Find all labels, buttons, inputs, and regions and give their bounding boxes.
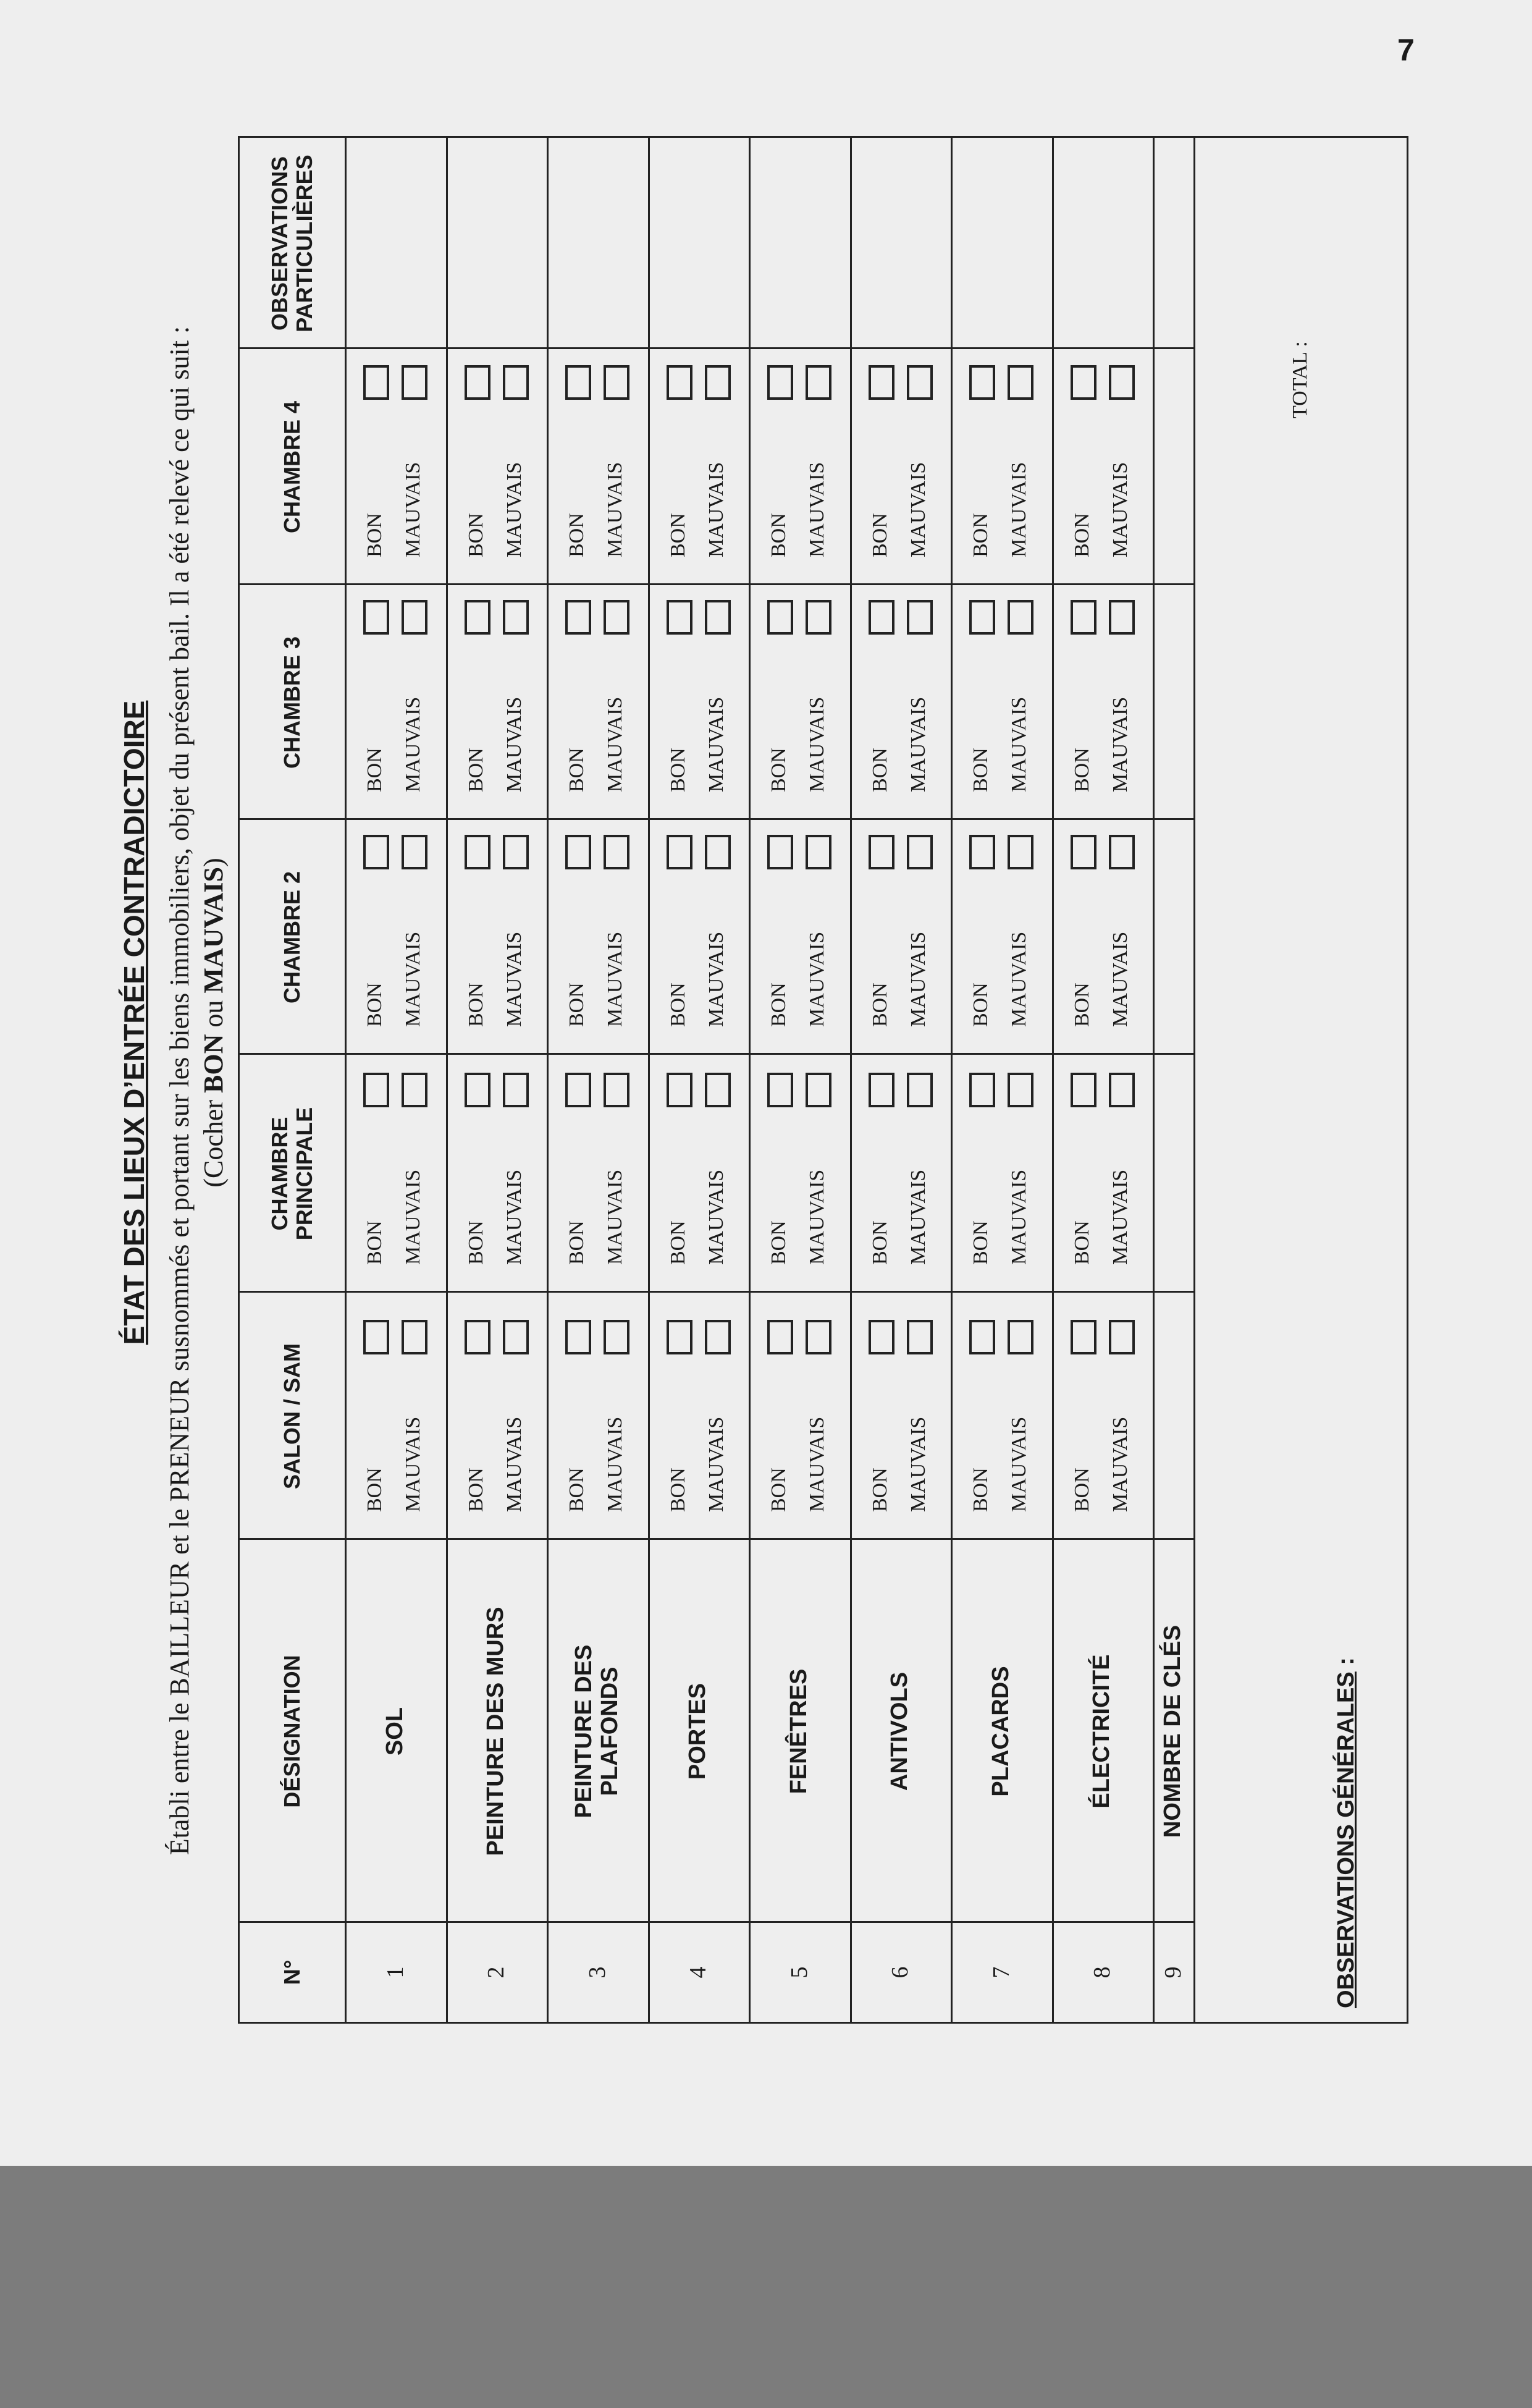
option-good-label: BON xyxy=(767,1220,790,1265)
checkbox-good[interactable] xyxy=(869,835,894,869)
instruction-suffix: ) xyxy=(198,858,229,868)
option-bad-label: MAUVAIS xyxy=(1008,931,1030,1027)
checkbox-good[interactable] xyxy=(465,365,490,400)
checkbox-bad[interactable] xyxy=(806,600,831,635)
column-header: OBSERVATIONS PARTICULIÈRES xyxy=(267,154,317,332)
option-good-label: BON xyxy=(464,1220,487,1265)
checkbox-good[interactable] xyxy=(1071,600,1096,635)
row-number: 2 xyxy=(483,1966,510,1979)
option-bad-label: MAUVAIS xyxy=(1008,696,1030,792)
checkbox-good[interactable] xyxy=(1071,835,1096,869)
column-header: CHAMBRE PRINCIPALE xyxy=(267,1107,317,1241)
checkbox-good[interactable] xyxy=(667,835,692,869)
option-good-label: BON xyxy=(363,982,386,1027)
checkbox-good[interactable] xyxy=(1071,365,1096,400)
option-bad-label: MAUVAIS xyxy=(502,1169,526,1265)
checkbox-good[interactable] xyxy=(767,365,793,400)
checkbox-good[interactable] xyxy=(565,1073,591,1107)
option-good-label: BON xyxy=(666,513,689,557)
checkbox-bad[interactable] xyxy=(402,1073,427,1107)
checkbox-good[interactable] xyxy=(767,1320,793,1354)
option-bad-label: MAUVAIS xyxy=(806,1169,828,1265)
option-good-label: BON xyxy=(666,1468,689,1512)
option-bad-label: MAUVAIS xyxy=(604,462,626,557)
checkbox-bad[interactable] xyxy=(1109,1073,1135,1107)
option-bad-label: MAUVAIS xyxy=(604,1169,626,1265)
checkbox-good[interactable] xyxy=(565,1320,591,1354)
row-number: 5 xyxy=(786,1966,812,1979)
checkbox-good[interactable] xyxy=(565,365,591,400)
checkbox-good[interactable] xyxy=(667,1320,692,1354)
checkbox-bad[interactable] xyxy=(1008,1073,1033,1107)
row-number: 7 xyxy=(988,1966,1014,1979)
row-designation: ÉLECTRICITÉ xyxy=(1088,1654,1115,1809)
column-header: CHAMBRE 4 xyxy=(279,401,305,534)
option-good-label: BON xyxy=(1070,1220,1093,1265)
checkbox-good[interactable] xyxy=(363,835,389,869)
option-good-label: BON xyxy=(1070,982,1093,1027)
checkbox-bad[interactable] xyxy=(503,1073,529,1107)
option-good-label: BON xyxy=(666,748,689,792)
option-bad-label: MAUVAIS xyxy=(1008,462,1030,557)
option-bad-label: MAUVAIS xyxy=(1108,1169,1132,1265)
checkbox-good[interactable] xyxy=(869,365,894,400)
checkbox-bad[interactable] xyxy=(1008,1320,1033,1354)
option-good-label: BON xyxy=(464,513,487,557)
checkbox-bad[interactable] xyxy=(907,1320,933,1354)
option-good-label: BON xyxy=(565,1220,588,1265)
option-good-label: BON xyxy=(1070,513,1093,557)
option-bad-label: MAUVAIS xyxy=(502,462,526,557)
option-bad-label: MAUVAIS xyxy=(704,696,728,792)
option-good-label: BON xyxy=(969,982,992,1027)
checkbox-bad[interactable] xyxy=(705,1073,731,1107)
option-good-label: BON xyxy=(1070,748,1093,792)
checkbox-good[interactable] xyxy=(363,365,389,400)
column-header: N° xyxy=(279,1959,305,1985)
option-good-label: BON xyxy=(767,1468,790,1512)
option-bad-label: MAUVAIS xyxy=(402,1416,424,1512)
checkbox-good[interactable] xyxy=(363,600,389,635)
checkbox-good[interactable] xyxy=(969,365,995,400)
option-bad-label: MAUVAIS xyxy=(806,696,828,792)
option-good-label: BON xyxy=(565,982,588,1027)
checkbox-bad[interactable] xyxy=(402,600,427,635)
row-designation: PEINTURE DES PLAFONDS xyxy=(570,1644,623,1819)
checkbox-good[interactable] xyxy=(667,365,692,400)
checkbox-bad[interactable] xyxy=(503,600,529,635)
checkbox-bad[interactable] xyxy=(907,600,933,635)
checkbox-bad[interactable] xyxy=(907,1073,933,1107)
instruction-bon: BON xyxy=(198,1034,229,1093)
option-bad-label: MAUVAIS xyxy=(704,931,728,1027)
general-observations-label xyxy=(1333,1657,1360,2008)
row-designation: ANTIVOLS xyxy=(886,1671,913,1791)
option-bad-label: MAUVAIS xyxy=(806,462,828,557)
option-bad-label: MAUVAIS xyxy=(1108,1416,1132,1512)
instruction-text xyxy=(198,621,229,1424)
option-good-label: BON xyxy=(767,748,790,792)
checkbox-bad[interactable] xyxy=(1008,365,1033,400)
row-designation: NOMBRE DE CLÉS xyxy=(1160,1624,1186,1838)
general-observations-title: OBSERVATIONS GÉNÉRALES xyxy=(1333,1671,1359,2008)
checkbox-good[interactable] xyxy=(465,1073,490,1107)
row-number: 8 xyxy=(1089,1966,1116,1979)
option-bad-label: MAUVAIS xyxy=(806,1416,828,1512)
checkbox-good[interactable] xyxy=(465,835,490,869)
row-designation: FENÊTRES xyxy=(785,1668,812,1794)
checkbox-bad[interactable] xyxy=(1109,835,1135,869)
option-bad-label: MAUVAIS xyxy=(1108,462,1132,557)
option-good-label: BON xyxy=(868,982,891,1027)
column-divider xyxy=(240,818,1193,820)
row-number: 4 xyxy=(685,1966,712,1979)
option-good-label: BON xyxy=(868,1220,891,1265)
instruction-mid: ou xyxy=(198,993,229,1034)
option-bad-label: MAUVAIS xyxy=(704,462,728,557)
checkbox-good[interactable] xyxy=(667,600,692,635)
option-bad-label: MAUVAIS xyxy=(604,931,626,1027)
checkbox-good[interactable] xyxy=(767,1073,793,1107)
checkbox-bad[interactable] xyxy=(1109,1320,1135,1354)
option-good-label: BON xyxy=(969,1220,992,1265)
option-bad-label: MAUVAIS xyxy=(704,1416,728,1512)
checkbox-bad[interactable] xyxy=(604,1073,629,1107)
option-good-label: BON xyxy=(464,748,487,792)
checkbox-good[interactable] xyxy=(465,600,490,635)
option-bad-label: MAUVAIS xyxy=(906,696,930,792)
row-designation: SOL xyxy=(381,1707,408,1756)
checkbox-good[interactable] xyxy=(869,1073,894,1107)
checkbox-good[interactable] xyxy=(1071,1073,1096,1107)
checkbox-bad[interactable] xyxy=(604,835,629,869)
document-title: ÉTAT DES LIEUX D’ENTRÉE CONTRADICTOIRE xyxy=(118,700,150,1345)
checkbox-good[interactable] xyxy=(869,1320,894,1354)
checkbox-bad[interactable] xyxy=(503,365,529,400)
option-bad-label: MAUVAIS xyxy=(1108,696,1132,792)
checkbox-good[interactable] xyxy=(767,600,793,635)
checkbox-good[interactable] xyxy=(969,600,995,635)
checkbox-bad[interactable] xyxy=(705,365,731,400)
row-number: 1 xyxy=(382,1966,408,1979)
option-good-label: BON xyxy=(363,748,386,792)
checkbox-good[interactable] xyxy=(969,835,995,869)
option-good-label: BON xyxy=(464,1468,487,1512)
column-divider xyxy=(240,1053,1193,1055)
checkbox-bad[interactable] xyxy=(907,365,933,400)
column-divider xyxy=(240,1291,1193,1293)
checkbox-bad[interactable] xyxy=(705,600,731,635)
intro-text: Établi entre le BAILLEUR et le PRENEUR susnommés et portant sur les biens immobiliers, objet du présent bail. Il a été relevé ce qui suit : xyxy=(164,326,195,1856)
option-good-label: BON xyxy=(767,982,790,1027)
checkbox-good[interactable] xyxy=(565,835,591,869)
checkbox-good[interactable] xyxy=(1071,1320,1096,1354)
option-good-label: BON xyxy=(363,1220,386,1265)
column-divider xyxy=(240,583,1193,585)
option-bad-label: MAUVAIS xyxy=(906,1169,930,1265)
checkbox-good[interactable] xyxy=(363,1320,389,1354)
option-good-label: BON xyxy=(565,1468,588,1512)
option-bad-label: MAUVAIS xyxy=(1108,931,1132,1027)
checkbox-bad[interactable] xyxy=(1008,835,1033,869)
option-bad-label: MAUVAIS xyxy=(502,931,526,1027)
checkbox-good[interactable] xyxy=(969,1073,995,1107)
checkbox-good[interactable] xyxy=(363,1073,389,1107)
row-number: 6 xyxy=(887,1966,914,1979)
option-good-label: BON xyxy=(666,1220,689,1265)
option-bad-label: MAUVAIS xyxy=(402,696,424,792)
checkbox-bad[interactable] xyxy=(806,365,831,400)
row-designation: PORTES xyxy=(684,1683,711,1780)
option-good-label: BON xyxy=(666,982,689,1027)
option-bad-label: MAUVAIS xyxy=(402,462,424,557)
option-good-label: BON xyxy=(363,1468,386,1512)
inventory-table xyxy=(238,136,1408,2024)
option-good-label: BON xyxy=(868,1468,891,1512)
checkbox-good[interactable] xyxy=(565,600,591,635)
checkbox-bad[interactable] xyxy=(1109,365,1135,400)
column-header: CHAMBRE 2 xyxy=(279,871,305,1004)
page-number: 7 xyxy=(1397,33,1415,67)
checkbox-bad[interactable] xyxy=(806,1320,831,1354)
row-number: 9 xyxy=(1160,1966,1186,1979)
checkbox-bad[interactable] xyxy=(806,835,831,869)
option-good-label: BON xyxy=(464,982,487,1027)
option-bad-label: MAUVAIS xyxy=(402,1169,424,1265)
checkbox-bad[interactable] xyxy=(907,835,933,869)
option-good-label: BON xyxy=(565,748,588,792)
option-bad-label: MAUVAIS xyxy=(906,931,930,1027)
option-good-label: BON xyxy=(969,748,992,792)
checkbox-good[interactable] xyxy=(667,1073,692,1107)
option-bad-label: MAUVAIS xyxy=(806,931,828,1027)
checkbox-bad[interactable] xyxy=(705,1320,731,1354)
option-bad-label: MAUVAIS xyxy=(1008,1169,1030,1265)
option-bad-label: MAUVAIS xyxy=(502,696,526,792)
checkbox-bad[interactable] xyxy=(402,365,427,400)
checkbox-bad[interactable] xyxy=(402,835,427,869)
checkbox-bad[interactable] xyxy=(503,1320,529,1354)
instruction-mauvais: MAUVAIS xyxy=(198,867,229,994)
option-bad-label: MAUVAIS xyxy=(704,1169,728,1265)
option-good-label: BON xyxy=(969,513,992,557)
column-divider xyxy=(240,347,1193,349)
checkbox-bad[interactable] xyxy=(705,835,731,869)
option-bad-label: MAUVAIS xyxy=(402,931,424,1027)
option-good-label: BON xyxy=(868,748,891,792)
general-observations-colon: : xyxy=(1333,1657,1359,1672)
option-good-label: BON xyxy=(969,1468,992,1512)
column-header: CHAMBRE 3 xyxy=(279,636,305,769)
option-good-label: BON xyxy=(565,513,588,557)
checkbox-bad[interactable] xyxy=(402,1320,427,1354)
checkbox-bad[interactable] xyxy=(604,1320,629,1354)
option-good-label: BON xyxy=(363,513,386,557)
checkbox-bad[interactable] xyxy=(1008,600,1033,635)
option-bad-label: MAUVAIS xyxy=(1008,1416,1030,1512)
checkbox-bad[interactable] xyxy=(1109,600,1135,635)
checkbox-bad[interactable] xyxy=(604,365,629,400)
total-label: TOTAL : xyxy=(1289,341,1311,418)
option-bad-label: MAUVAIS xyxy=(604,696,626,792)
row-designation: PEINTURE DES MURS xyxy=(482,1607,509,1856)
checkbox-good[interactable] xyxy=(869,600,894,635)
instruction-prefix: (Cocher xyxy=(198,1092,229,1188)
option-good-label: BON xyxy=(767,513,790,557)
option-bad-label: MAUVAIS xyxy=(906,462,930,557)
row-designation: PLACARDS xyxy=(987,1666,1014,1797)
option-bad-label: MAUVAIS xyxy=(604,1416,626,1512)
checkbox-bad[interactable] xyxy=(503,835,529,869)
option-good-label: BON xyxy=(868,513,891,557)
checkbox-bad[interactable] xyxy=(806,1073,831,1107)
checkbox-good[interactable] xyxy=(767,835,793,869)
checkbox-good[interactable] xyxy=(465,1320,490,1354)
option-good-label: BON xyxy=(1070,1468,1093,1512)
column-header: SALON / SAM xyxy=(279,1343,305,1490)
option-bad-label: MAUVAIS xyxy=(906,1416,930,1512)
checkbox-bad[interactable] xyxy=(604,600,629,635)
checkbox-good[interactable] xyxy=(969,1320,995,1354)
row-divider xyxy=(1193,138,1195,2022)
row-number: 3 xyxy=(584,1966,610,1979)
option-bad-label: MAUVAIS xyxy=(502,1416,526,1512)
column-header: DÉSIGNATION xyxy=(279,1655,305,1808)
